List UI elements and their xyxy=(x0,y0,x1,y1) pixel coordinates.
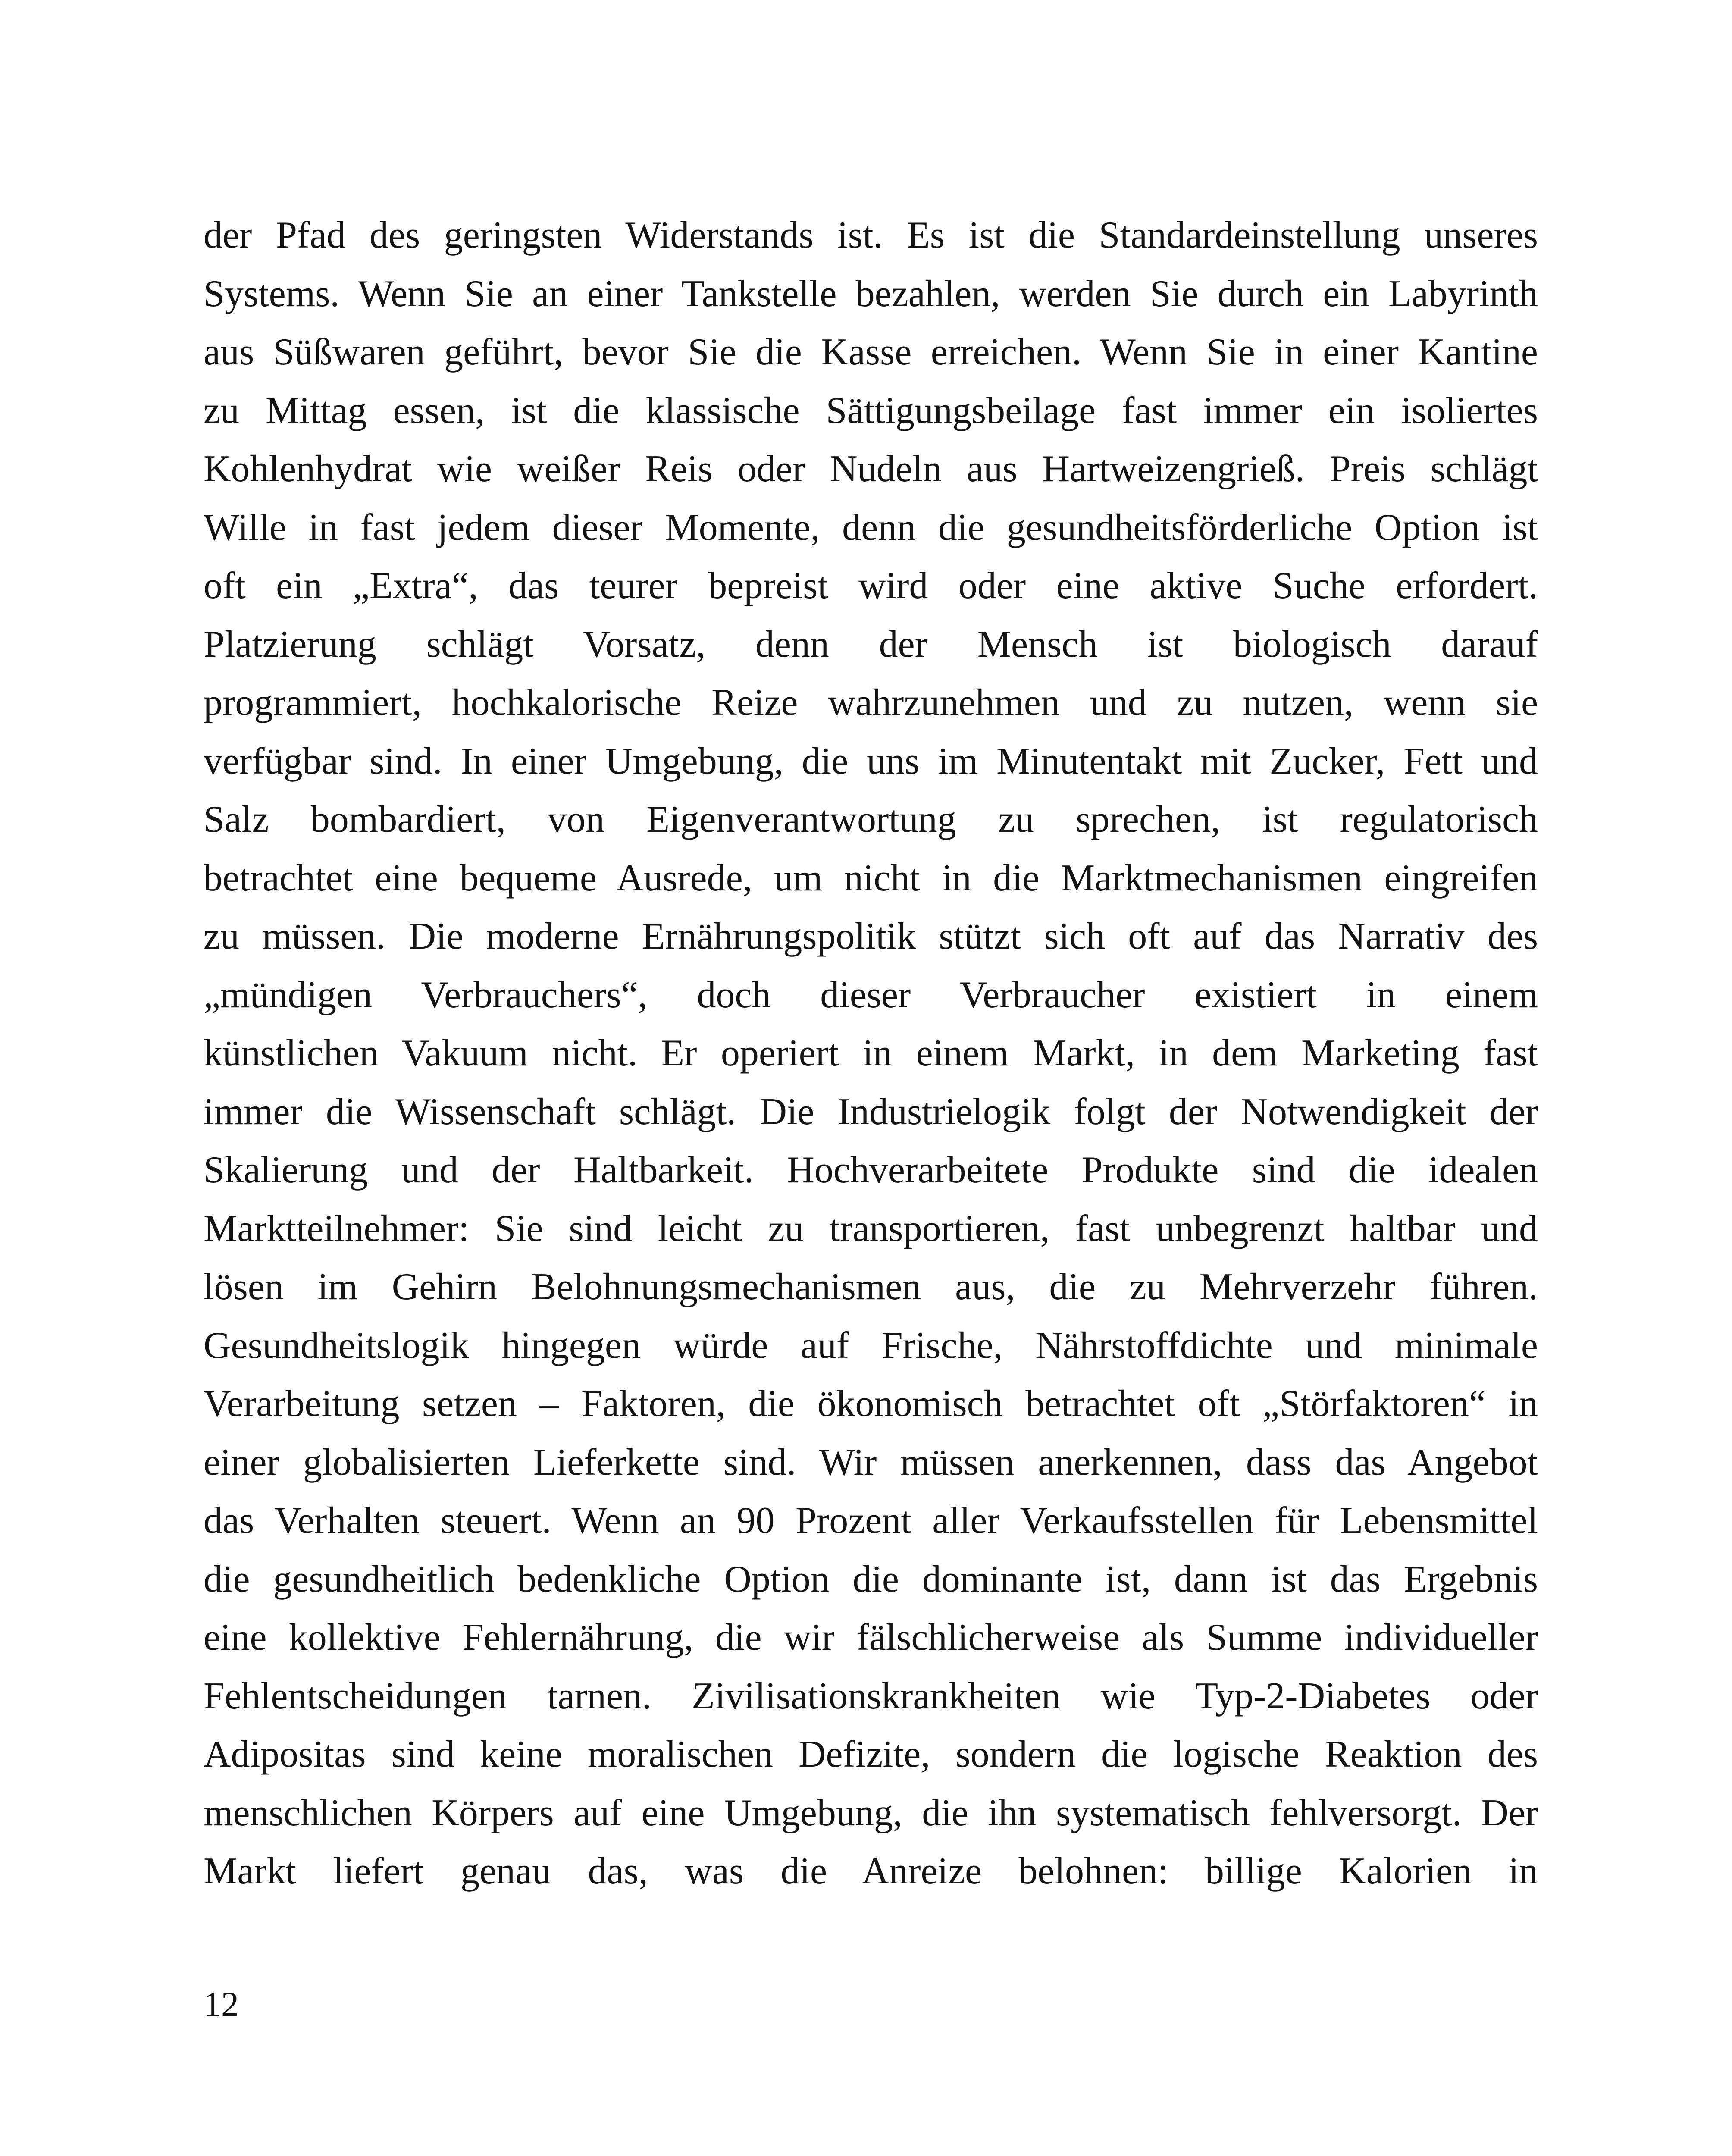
page-number: 12 xyxy=(204,1984,239,2024)
text-line: aus Süßwaren geführt, bevor Sie die Kasse erreichen. Wenn Sie in einer Kantine xyxy=(204,331,1538,373)
text-line: menschlichen Körpers auf eine Umgebung, die ihn systematisch fehlversorgt. Der xyxy=(204,1792,1538,1834)
text-line: immer die Wissenschaft schlägt. Die Industrielogik folgt der Notwendigkeit der xyxy=(204,1091,1538,1133)
text-line: betrachtet eine bequeme Ausrede, um nicht in die Marktmechanismen eingreifen xyxy=(204,857,1538,899)
text-line: Salz bombardiert, von Eigenverantwortung zu sprechen, ist regulatorisch xyxy=(204,799,1538,840)
body-paragraph xyxy=(204,206,1538,1901)
text-line: oft ein „Extra“, das teurer bepreist wird oder eine aktive Suche erfordert. xyxy=(204,565,1538,607)
text-line: einer globalisierten Lieferkette sind. Wir müssen anerkennen, dass das Angebot xyxy=(204,1441,1538,1483)
text-line: zu Mittag essen, ist die klassische Sättigungsbeilage fast immer ein isoliertes xyxy=(204,389,1538,432)
text-line: verfügbar sind. In einer Umgebung, die uns im Minutentakt mit Zucker, Fett und xyxy=(204,740,1538,782)
text-line: Markt liefert genau das, was die Anreize belohnen: billige Kalorien in xyxy=(204,1850,1538,1892)
text-line: Verarbeitung setzen – Faktoren, die ökonomisch betrachtet oft „Störfaktoren“ in xyxy=(204,1383,1538,1425)
text-line: Fehlentscheidungen tarnen. Zivilisationskrankheiten wie Typ-2-Diabetes oder xyxy=(204,1675,1538,1717)
text-line: das Verhalten steuert. Wenn an 90 Prozent aller Verkaufsstellen für Lebensmittel xyxy=(204,1500,1538,1542)
text-line: lösen im Gehirn Belohnungsmechanismen aus, die zu Mehrverzehr führen. xyxy=(204,1266,1538,1308)
text-line: Adipositas sind keine moralischen Defizite, sondern die logische Reaktion des xyxy=(204,1733,1538,1775)
text-line: Marktteilnehmer: Sie sind leicht zu transportieren, fast unbegrenzt haltbar und xyxy=(204,1207,1538,1250)
text-line: Systems. Wenn Sie an einer Tankstelle bezahlen, werden Sie durch ein Labyrinth xyxy=(204,273,1538,315)
text-line: Gesundheitslogik hingegen würde auf Frische, Nährstoffdichte und minimale xyxy=(204,1324,1538,1366)
text-line: die gesundheitlich bedenkliche Option die dominante ist, dann ist das Ergebnis xyxy=(204,1558,1538,1600)
text-line: künstlichen Vakuum nicht. Er operiert in einem Markt, in dem Marketing fast xyxy=(204,1032,1538,1074)
text-line: eine kollektive Fehlernährung, die wir fälschlicherweise als Summe individueller xyxy=(204,1617,1538,1658)
text-line: zu müssen. Die moderne Ernährungspolitik stützt sich oft auf das Narrativ des xyxy=(204,915,1538,957)
text-line: Platzierung schlägt Vorsatz, denn der Mensch ist biologisch darauf xyxy=(204,623,1538,665)
text-line: Kohlenhydrat wie weißer Reis oder Nudeln aus Hartweizengrieß. Preis schlägt xyxy=(204,448,1538,490)
text-line: Skalierung und der Haltbarkeit. Hochverarbeitete Produkte sind die idealen xyxy=(204,1149,1538,1191)
text-line: „mündigen Verbrauchers“, doch dieser Verbraucher existiert in einem xyxy=(204,974,1538,1016)
text-line: der Pfad des geringsten Widerstands ist. Es ist die Standardeinstellung unseres xyxy=(204,214,1538,256)
text-line: programmiert, hochkalorische Reize wahrzunehmen und zu nutzen, wenn sie xyxy=(204,682,1538,724)
text-line: Wille in fast jedem dieser Momente, denn die gesundheitsförderliche Option ist xyxy=(204,506,1538,548)
